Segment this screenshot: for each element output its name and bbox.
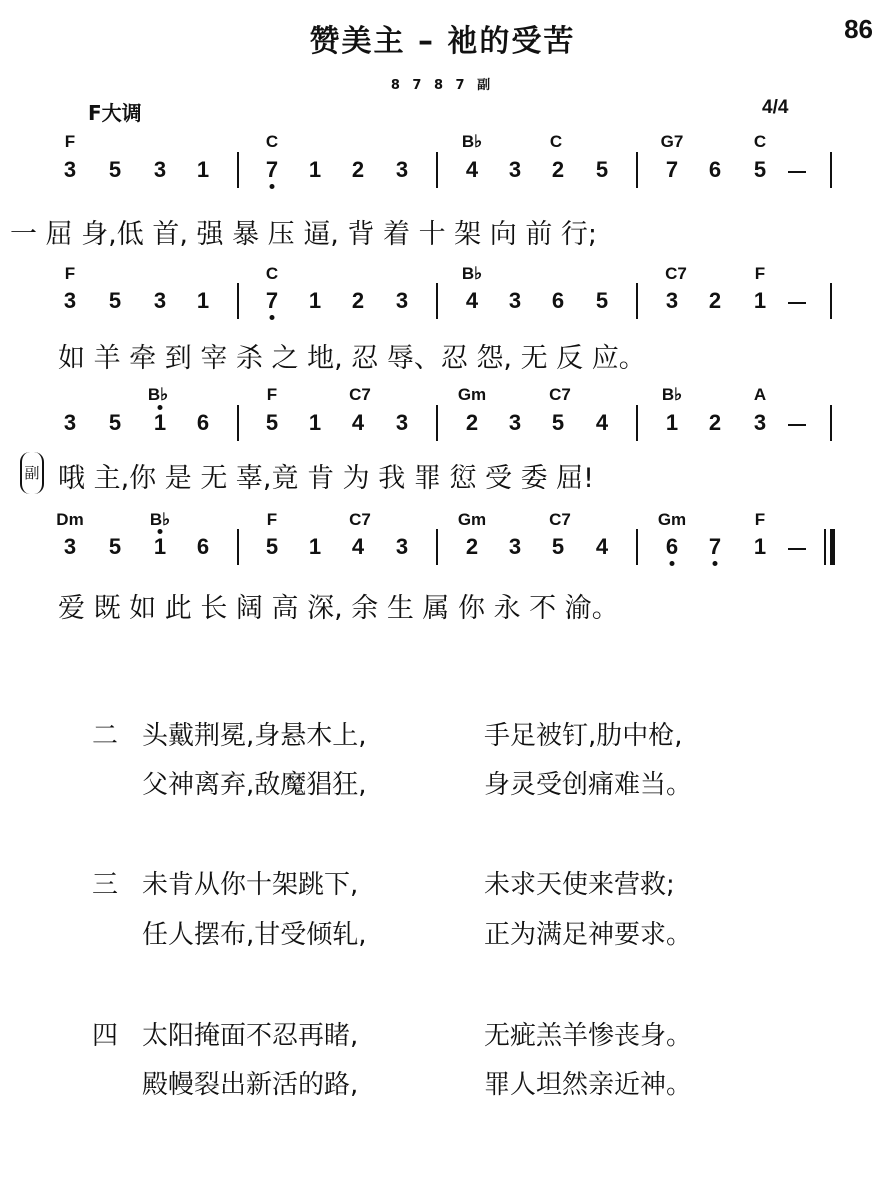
barline — [436, 152, 438, 188]
note: 3 — [508, 410, 522, 435]
low-octave-dot — [713, 561, 718, 566]
note: 5 — [265, 534, 279, 559]
note: 3 — [63, 410, 77, 435]
note: 3 — [753, 410, 767, 435]
note: 6 — [708, 157, 722, 182]
hold-dash — [788, 548, 806, 550]
barline — [436, 529, 438, 565]
verse-line: 头戴荆冕,身悬木上, — [142, 721, 367, 751]
note: 1 — [196, 288, 210, 313]
hold-dash — [788, 171, 806, 173]
final-barline-thick — [830, 529, 835, 565]
note: 1 — [753, 288, 767, 313]
note: 1 — [153, 534, 167, 559]
note: 2 — [465, 410, 479, 435]
chord: C7 — [549, 385, 571, 404]
note: 2 — [708, 410, 722, 435]
barline — [636, 405, 638, 441]
note: 1 — [308, 534, 322, 559]
chord: Gm — [457, 510, 487, 529]
note: 5 — [108, 288, 122, 313]
note: 3 — [395, 157, 409, 182]
note: 3 — [508, 288, 522, 313]
page-number: 86 — [844, 14, 873, 44]
note: 3 — [63, 157, 77, 182]
note: 7 — [665, 157, 679, 182]
chord: F — [64, 132, 76, 151]
note: 3 — [395, 410, 409, 435]
verse-line: 未肯从你十架跳下, — [142, 870, 359, 900]
note: 7 — [265, 157, 279, 182]
barline — [830, 283, 832, 319]
note: 5 — [108, 157, 122, 182]
key-signature: F大调 — [88, 101, 142, 125]
chord: B♭ — [461, 264, 483, 283]
note: 3 — [395, 534, 409, 559]
note: 4 — [595, 410, 609, 435]
note: 4 — [465, 288, 479, 313]
note: 6 — [551, 288, 565, 313]
lyric-line: 如 羊 牵 到 宰 杀 之 地, 忍 辱、忍 怨, 无 反 应。 — [58, 343, 646, 374]
verse-line: 正为满足神要求。 — [484, 920, 693, 950]
chord: C — [265, 132, 279, 151]
note: 5 — [265, 410, 279, 435]
note: 4 — [351, 410, 365, 435]
note: 7 — [708, 534, 722, 559]
verse-number: 四 — [92, 1021, 119, 1051]
verse-number: 二 — [92, 721, 119, 751]
note: 3 — [63, 534, 77, 559]
chord: C7 — [349, 510, 371, 529]
barline — [436, 283, 438, 319]
low-octave-dot — [270, 315, 275, 320]
note: 6 — [196, 410, 210, 435]
chord: A — [753, 385, 767, 404]
final-barline-thin — [824, 529, 826, 565]
chord: F — [64, 264, 76, 283]
barline — [237, 283, 239, 319]
song-title: 赞美主 – 祂的受苦 — [309, 24, 576, 59]
note: 3 — [508, 157, 522, 182]
low-octave-dot — [670, 561, 675, 566]
refrain-mark: 副 — [20, 452, 44, 494]
chord: B♭ — [149, 510, 171, 529]
hold-dash — [788, 302, 806, 304]
note: 1 — [153, 410, 167, 435]
chord: B♭ — [661, 385, 683, 404]
meter: 8 7 8 7 副 — [390, 78, 495, 93]
chord: F — [266, 385, 278, 404]
verse-line: 任人摆布,甘受倾轧, — [142, 920, 367, 950]
low-octave-dot — [270, 184, 275, 189]
note: 1 — [308, 410, 322, 435]
time-signature: 4/4 — [762, 97, 789, 118]
note: 5 — [551, 534, 565, 559]
note: 2 — [551, 157, 565, 182]
verse-line: 身灵受创痛难当。 — [484, 770, 693, 800]
note: 6 — [665, 534, 679, 559]
lyric-line: 一 屈 身,低 首, 强 暴 压 逼, 背 着 十 架 向 前 行; — [10, 219, 597, 250]
verse-number: 三 — [92, 870, 119, 900]
chord: F — [754, 264, 766, 283]
chord: C7 — [665, 264, 687, 283]
barline — [237, 152, 239, 188]
note: 2 — [351, 157, 365, 182]
verse-line: 太阳掩面不忍再睹, — [142, 1021, 359, 1051]
chord: F — [266, 510, 278, 529]
chord: C — [549, 132, 563, 151]
note: 5 — [595, 157, 609, 182]
barline — [237, 529, 239, 565]
note: 4 — [465, 157, 479, 182]
verse-line: 罪人坦然亲近神。 — [484, 1070, 693, 1100]
verse-line: 殿幔裂出新活的路, — [142, 1070, 359, 1100]
chord: Gm — [657, 510, 687, 529]
note: 5 — [551, 410, 565, 435]
note: 5 — [108, 410, 122, 435]
note: 5 — [595, 288, 609, 313]
barline — [237, 405, 239, 441]
chord: B♭ — [147, 385, 169, 404]
note: 4 — [351, 534, 365, 559]
note: 2 — [465, 534, 479, 559]
barline — [636, 529, 638, 565]
note: 1 — [308, 157, 322, 182]
lyric-line: 爱 既 如 此 长 阔 高 深, 余 生 属 你 永 不 渝。 — [58, 593, 619, 624]
barline — [636, 283, 638, 319]
chord: C7 — [349, 385, 371, 404]
note: 6 — [196, 534, 210, 559]
chord: C — [753, 132, 767, 151]
chord: Dm — [56, 510, 84, 529]
note: 1 — [753, 534, 767, 559]
hold-dash — [788, 424, 806, 426]
note: 3 — [63, 288, 77, 313]
note: 3 — [395, 288, 409, 313]
note: 3 — [153, 157, 167, 182]
barline — [830, 405, 832, 441]
chord: F — [754, 510, 766, 529]
note: 3 — [508, 534, 522, 559]
note: 3 — [153, 288, 167, 313]
note: 4 — [595, 534, 609, 559]
verse-line: 父神离弃,敌魔猖狂, — [142, 770, 367, 800]
verse-line: 未求天使来营救; — [484, 870, 675, 900]
chord: C7 — [549, 510, 571, 529]
note: 1 — [665, 410, 679, 435]
note: 2 — [351, 288, 365, 313]
note: 1 — [196, 157, 210, 182]
lyric-line: 哦 主,你 是 无 辜,竟 肯 为 我 罪 愆 受 委 屈! — [58, 463, 594, 494]
note: 5 — [753, 157, 767, 182]
chord: C — [265, 264, 279, 283]
verse-line: 无疵羔羊惨丧身。 — [484, 1021, 693, 1051]
chord: Gm — [457, 385, 487, 404]
note: 1 — [308, 288, 322, 313]
barline — [636, 152, 638, 188]
note: 3 — [665, 288, 679, 313]
chord: G7 — [660, 132, 684, 151]
barline — [830, 152, 832, 188]
note: 2 — [708, 288, 722, 313]
barline — [436, 405, 438, 441]
chord: B♭ — [461, 132, 483, 151]
verse-line: 手足被钉,肋中枪, — [484, 721, 683, 751]
note: 5 — [108, 534, 122, 559]
note: 7 — [265, 288, 279, 313]
